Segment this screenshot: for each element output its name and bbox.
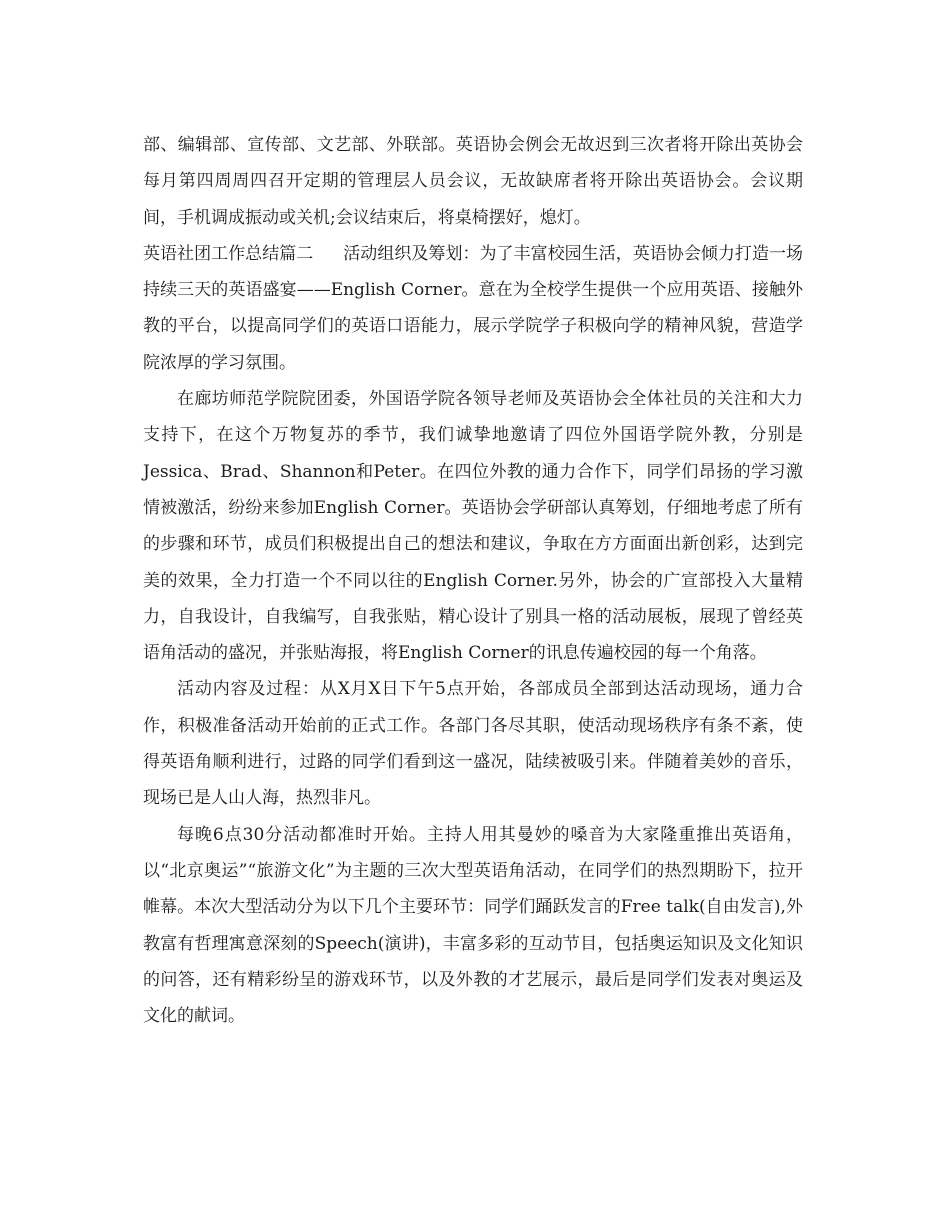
paragraph: 在廊坊师范学院院团委，外国语学院各领导老师及英语协会全体社员的关注和大力支持下，在这个万物复苏的季节，我们诚挚地邀请了四位外国语学院外教，分别是Jessica、Brad、Shannon和Peter。在四位外教的通力合作下，同学们昂扬的学习激情被激活，纷纷来参加English Corner。英语协会学研部认真筹划，仔细地考虑了所有的步骤和环节，成员们积极提出自己的想法和建议，争取在方方面面出新创彩，达到完美的效果，全力打造一个不同以往的English Corner.另外，协会的广宣部投入大量精力，自我设计，自我编写，自我张贴，精心设计了别具一格的活动展板，展现了曾经英语角活动的盛况，并张贴海报，将English Corner的讯息传遍校园的每一个角落。 <box>143 389 803 664</box>
paragraph-continuation: 部、编辑部、宣传部、文艺部、外联部。英语协会例会无故迟到三次者将开除出英协会每月第四周周四召开定期的管理层人员会议，无故缺席者将开除出英语协会。会议期间，手机调成振动或关机;会议结束后，将桌椅摆好，熄灯。 <box>143 135 803 228</box>
paragraph-with-section-heading <box>143 236 803 381</box>
document-body <box>143 127 803 1034</box>
section-heading: 英语社团工作总结篇二 <box>143 243 314 264</box>
paragraph: 每晚6点30分活动都准时开始。主持人用其曼妙的嗓音为大家隆重推出英语角，以“北京奥运”“旅游文化”为主题的三次大型英语角活动，在同学们的热烈期盼下，拉开帷幕。本次大型活动分为以下几个主要环节：同学们踊跃发言的Free talk(自由发言),外教富有哲理寓意深刻的Speech(演讲)，丰富多彩的互动节目，包括奥运知识及文化知识的问答，还有精彩纷呈的游戏环节，以及外教的才艺展示，最后是同学们发表对奥运及文化的献词。 <box>143 824 803 1027</box>
paragraph: 活动内容及过程：从X月X日下午5点开始，各部成员全部到达活动现场，通力合作，积极准备活动开始前的正式工作。各部门各尽其职，使活动现场秩序有条不紊，使得英语角顺利进行，过路的同学们看到这一盛况，陆续被吸引来。伴随着美妙的音乐，现场已是人山人海，热烈非凡。 <box>143 679 803 809</box>
paragraph-text: 活动组织及筹划：为了丰富校园生活，英语协会倾力打造一场持续三天的英语盛宴——English Corner。意在为全校学生提供一个应用英语、接触外教的平台，以提高同学们的英语口语能力，展示学院学子积极向学的精神风貌，营造学院浓厚的学习氛围。 <box>143 243 804 373</box>
